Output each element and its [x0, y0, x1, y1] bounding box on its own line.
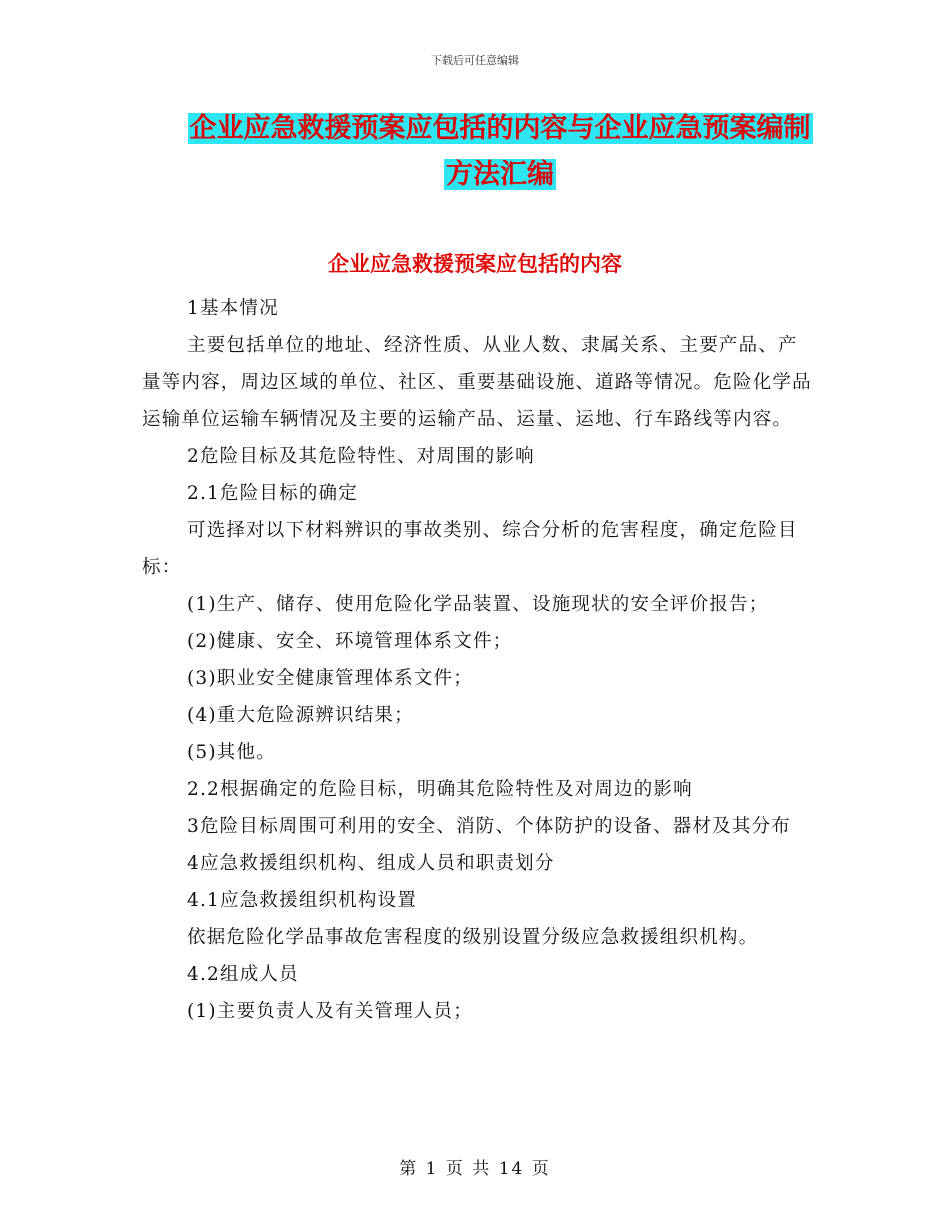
list-item: (3)职业安全健康管理体系文件； — [187, 668, 473, 689]
list-item: (1)生产、储存、使用危险化学品装置、设施现状的安全评价报告； — [187, 594, 769, 615]
section-title: 企业应急救援预案应包括的内容 — [328, 252, 622, 276]
paragraph: 4应急救援组织机构、组成人员和职责划分 — [187, 853, 555, 874]
list-item: (1)主要负责人及有关管理人员； — [187, 1001, 473, 1022]
title-line-2: 方法汇编 — [446, 159, 554, 190]
document-body — [142, 290, 812, 1030]
paragraph: 依据危险化学品事故危害程度的级别设置分级应急救援组织机构。 — [187, 927, 759, 948]
paragraph: 可选择对以下材料辨识的事故类别、综合分析的危害程度，确定危险目标： — [142, 520, 798, 578]
list-item: (4)重大危险源辨识结果； — [187, 705, 414, 726]
paragraph: 1基本情况 — [187, 298, 279, 319]
paragraph: 2.1危险目标的确定 — [187, 483, 358, 504]
page-header-note: 下载后可任意编辑 — [431, 54, 519, 67]
paragraph: 2.2根据确定的危险目标，明确其危险特性及对周边的影响 — [187, 779, 693, 800]
paragraph: 4.2组成人员 — [187, 964, 299, 985]
paragraph: 4.1应急救援组织机构设置 — [187, 890, 418, 911]
page-footer: 第 1 页 共 14 页 — [399, 1159, 551, 1179]
document-title — [140, 106, 860, 198]
list-item: (5)其他。 — [187, 742, 276, 763]
list-item: (2)健康、安全、环境管理体系文件； — [187, 631, 513, 652]
paragraph: 3危险目标周围可利用的安全、消防、个体防护的设备、器材及其分布 — [187, 816, 791, 837]
paragraph: 2危险目标及其危险特性、对周围的影响 — [187, 446, 535, 467]
title-line-1: 企业应急救援预案应包括的内容与企业应急预案编制 — [189, 113, 811, 144]
paragraph: 主要包括单位的地址、经济性质、从业人数、隶属关系、主要产品、产量等内容，周边区域的单位、社区、重要基础设施、道路等情况。危险化学品运输单位运输车辆情况及主要的运输产品、运量、运地、行车路线等内容。 — [142, 335, 812, 430]
